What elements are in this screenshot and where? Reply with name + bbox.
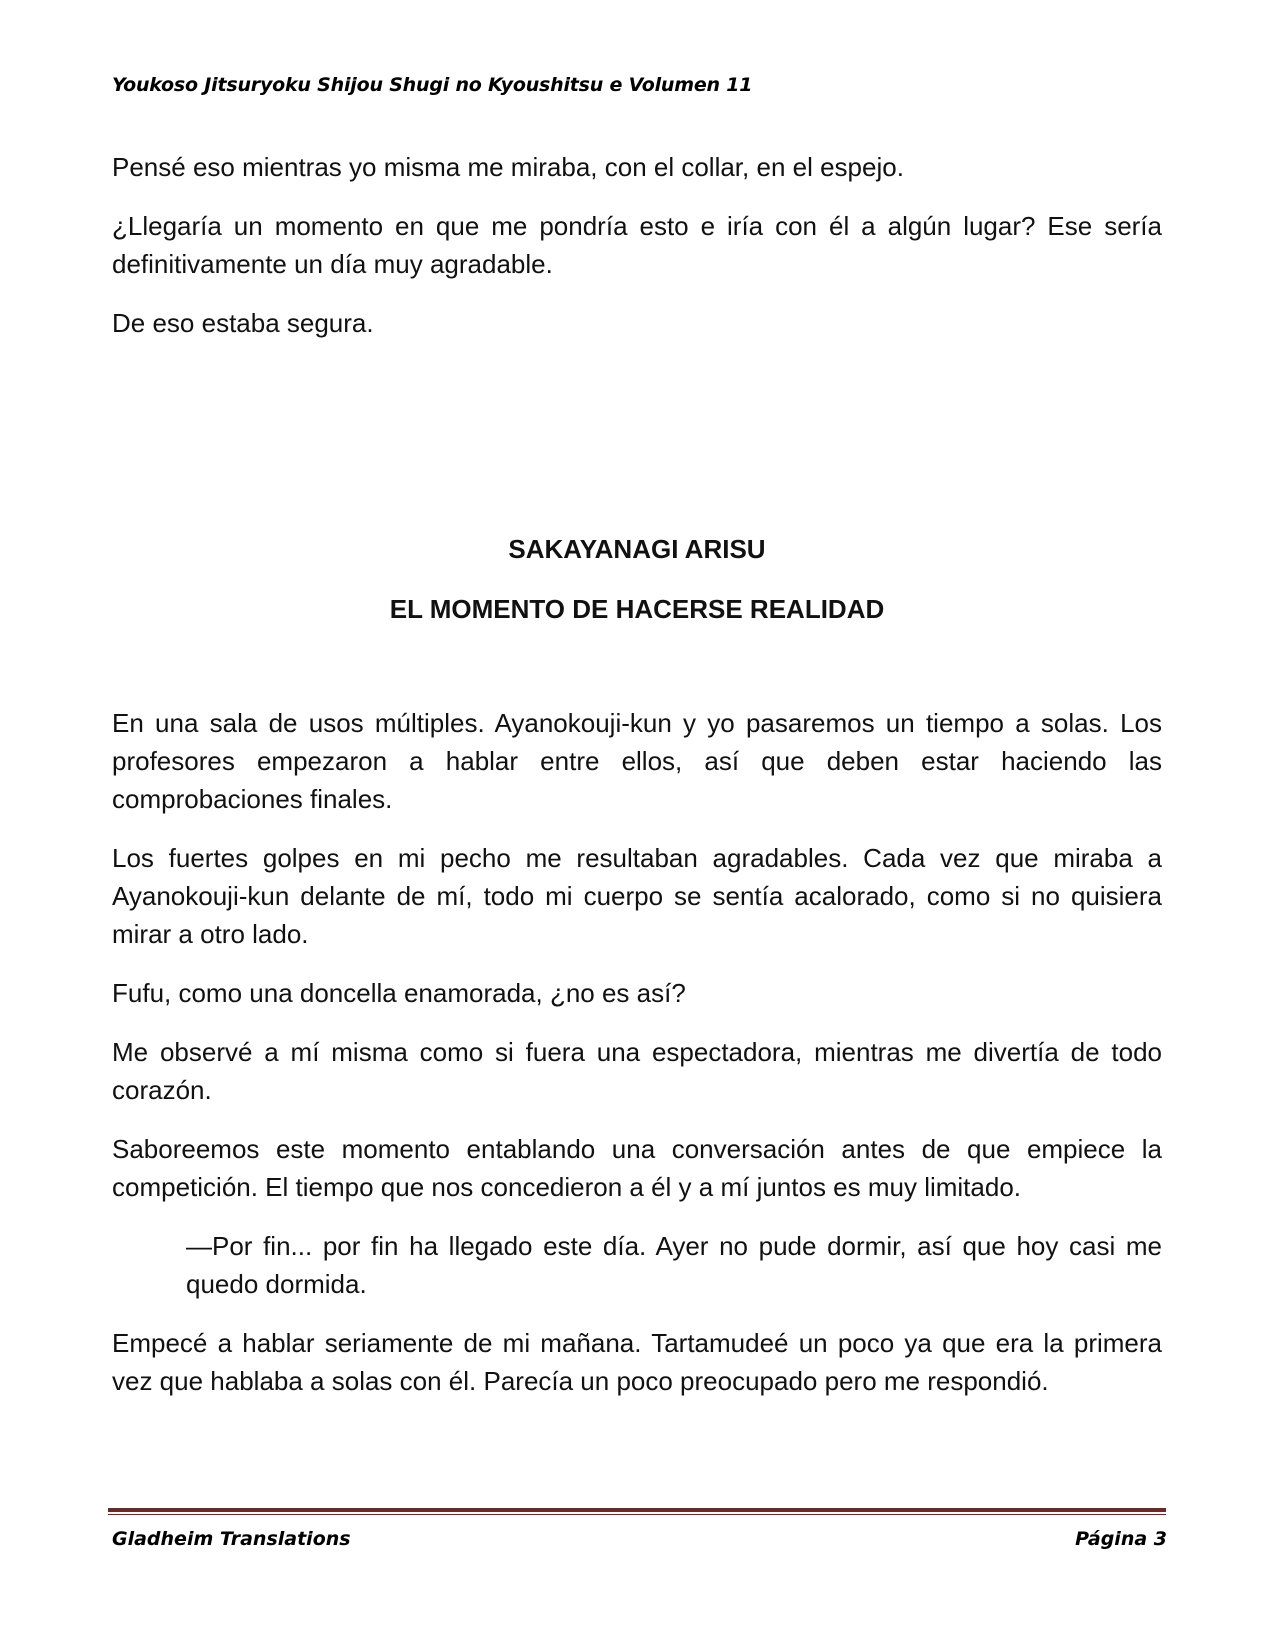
paragraph: Me observé a mí misma como si fuera una espectadora, mientras me divertía de todo corazón.	[112, 1037, 1162, 1105]
section-gap	[112, 628, 1162, 704]
paragraph: Pensé eso mientras yo misma me miraba, con el collar, en el espejo.	[112, 152, 904, 182]
footer-rule	[108, 1508, 1166, 1515]
paragraph: En una sala de usos múltiples. Ayanokouji-kun y yo pasaremos un tiempo a solas. Los profesores empezaron a hablar entre ellos, así que deben estar haciendo las comprobaciones finales.	[112, 708, 1162, 814]
paragraph: Empecé a hablar seriamente de mi mañana. Tartamudeé un poco ya que era la primera vez que hablaba a solas con él. Parecía un poco preocupado pero me respondió.	[112, 1328, 1162, 1396]
paragraph: ¿Llegaría un momento en que me pondría esto e iría con él a algún lugar? Ese sería definitivamente un día muy agradable.	[112, 211, 1162, 279]
section-gap	[112, 363, 1162, 530]
footer-publisher: Gladheim Translations	[112, 1528, 351, 1550]
footer-page-number: Página 3	[1075, 1528, 1167, 1550]
running-header: Youkoso Jitsuryoku Shijou Shugi no Kyoushitsu e Volumen 11	[112, 74, 753, 96]
dialogue-paragraph: —Por fin... por fin ha llegado este día. Ayer no pude dormir, así que hoy casi me quedo dormida.	[186, 1231, 1162, 1299]
paragraph: Saboreemos este momento entablando una conversación antes de que empiece la competición. El tiempo que nos concedieron a él y a mí juntos es muy limitado.	[112, 1134, 1162, 1202]
footer-rule-thin	[108, 1514, 1166, 1515]
page-content	[112, 148, 1162, 1421]
chapter-title-subtitle: EL MOMENTO DE HACERSE REALIDAD	[389, 594, 885, 624]
paragraph: De eso estaba segura.	[112, 308, 374, 338]
paragraph: Los fuertes golpes en mi pecho me resultaban agradables. Cada vez que miraba a Ayanokouji-kun delante de mí, todo mi cuerpo se sentía acalorado, como si no quisiera mirar a otro lado.	[112, 843, 1162, 949]
chapter-title-name: SAKAYANAGI ARISU	[508, 534, 766, 564]
paragraph: Fufu, como una doncella enamorada, ¿no es así?	[112, 978, 686, 1008]
footer-rule-thick	[108, 1508, 1166, 1512]
